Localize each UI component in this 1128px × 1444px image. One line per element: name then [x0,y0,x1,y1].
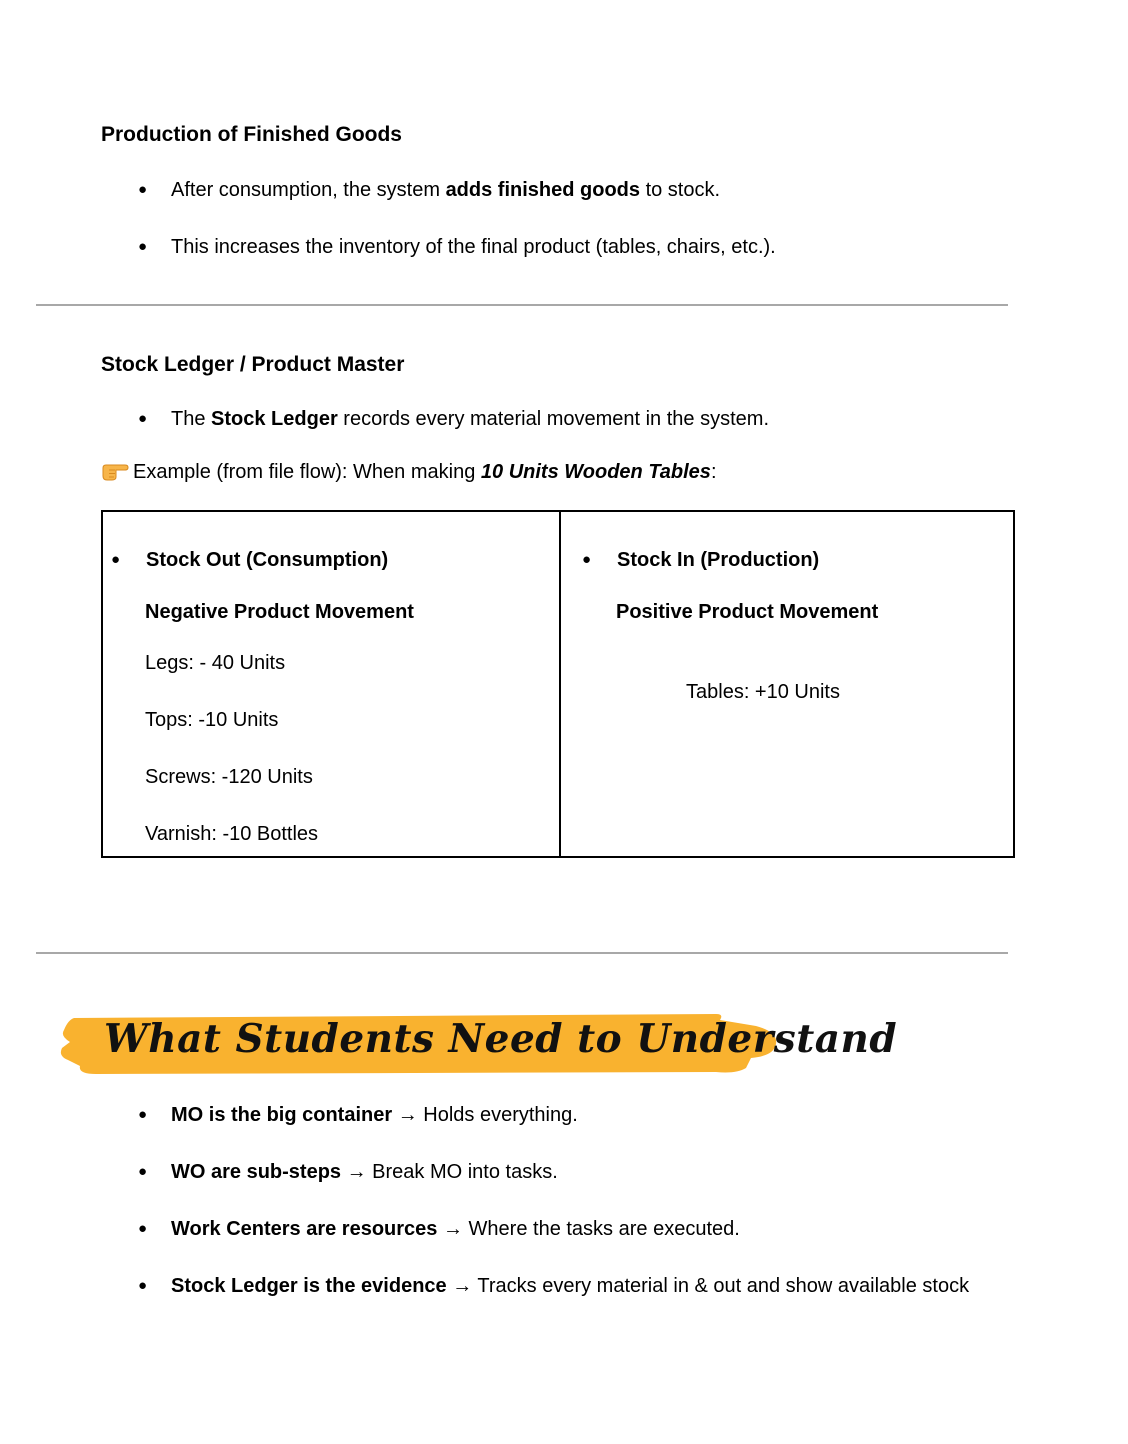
bullet-dot-icon: ● [111,551,121,568]
table-cell-item: Varnish: -10 Bottles [145,823,319,845]
pointing-hand-icon [101,459,129,481]
section-heading-stock-ledger: Stock Ledger / Product Master [101,353,405,376]
bullet-dot-icon: ● [138,1106,148,1123]
bullet-dot-icon: ● [138,410,148,427]
table-cell-right-subheading: Positive Product Movement [616,601,879,623]
table-cell-left-subheading: Negative Product Movement [145,601,414,623]
example-line: Example (from file flow): When making 10 Units Wooden Tables: [101,458,717,486]
horizontal-rule [36,952,1008,954]
table-cell-item: Screws: -120 Units [145,766,313,788]
bullet-dot-icon: ● [582,551,592,568]
bullet-dot-icon: ● [138,238,148,255]
bullet-dot-icon: ● [138,1163,148,1180]
section-title-banner: What Students Need to Understand [104,1016,898,1062]
horizontal-rule [36,304,1008,306]
stock-movement-table: ● Stock Out (Consumption) Negative Product Movement Legs: - 40 Units Tops: -10 Units Screws: -120 Units Varnish: -10 Bottles ● Stock In (Production) Positive Product Movement Tables: +10 Units [101,510,1015,858]
section-heading-production: Production of Finished Goods [101,123,402,146]
bullet-dot-icon: ● [138,181,148,198]
table-divider [559,512,561,856]
table-cell-item: Tables: +10 Units [686,681,840,703]
table-cell-item: Tops: -10 Units [145,709,279,731]
table-cell-item: Legs: - 40 Units [145,652,286,674]
bullet-dot-icon: ● [138,1277,148,1294]
bullet-dot-icon: ● [138,1220,148,1237]
